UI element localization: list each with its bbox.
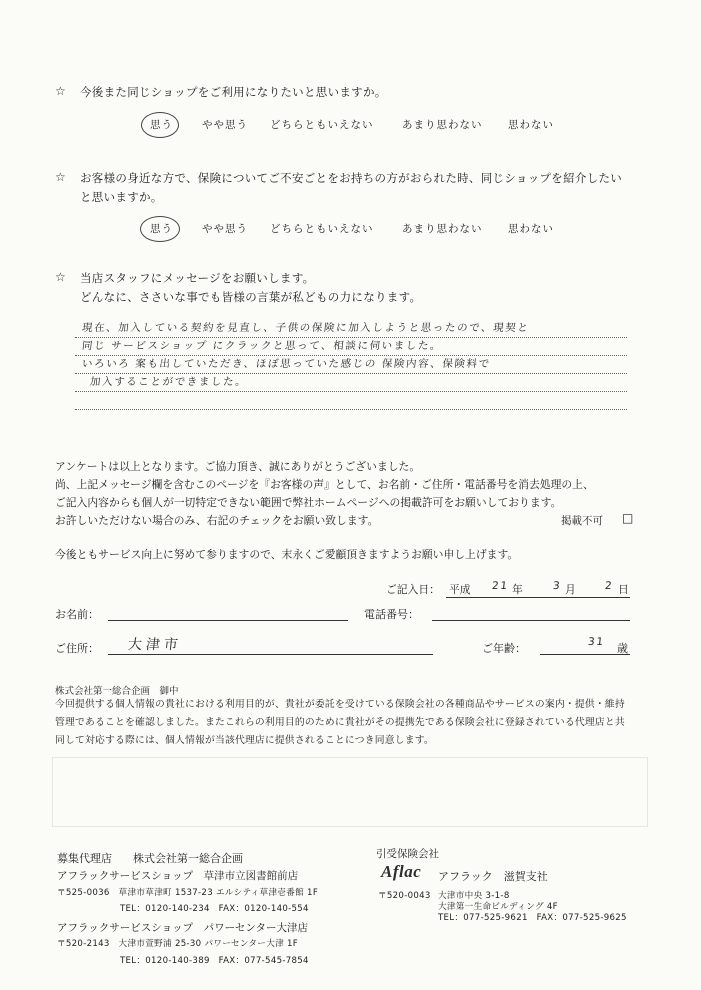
refuse-label: 掲載不可 xyxy=(561,515,603,527)
q2-option-1[interactable]: 思う xyxy=(150,223,173,235)
date-year-unit: 年 xyxy=(512,583,523,596)
age-unit: 歳 xyxy=(617,642,628,655)
phone-label: 電話番号： xyxy=(364,608,419,621)
q2-option-4[interactable]: あまり思わない xyxy=(402,223,483,235)
star-icon: ☆ xyxy=(55,270,66,284)
date-day-unit: 日 xyxy=(618,583,629,596)
q1-option-4[interactable]: あまり思わない xyxy=(402,119,483,131)
insurer-address-2: 大津第一生命ビルディング 4F xyxy=(438,902,558,912)
consent-line-3: 同して対応する際には、個人情報が当該代理店に提供されることにつき同意します。 xyxy=(55,735,434,746)
insurer-address-1: 大津市中央 3-1-8 xyxy=(438,891,510,901)
refuse-checkbox[interactable]: □ xyxy=(622,511,634,525)
shop2-tel: TEL：0120-140-389 FAX：077-545-7854 xyxy=(120,956,309,966)
age-value[interactable]: 31 xyxy=(587,636,606,648)
phone-field[interactable] xyxy=(432,620,630,621)
age-field[interactable] xyxy=(540,654,630,655)
closing-line-2: 尚、上記メッセージ欄を含むこのページを『お客様の声』として、お名前・ご住所・電話番号を消去処理の上、 xyxy=(55,478,594,491)
address-value[interactable]: 大津市 xyxy=(127,637,183,653)
aflac-logo: Aflac xyxy=(381,862,422,881)
q1-option-5[interactable]: 思わない xyxy=(508,119,554,131)
shop2-name: アフラックサービスショップ パワーセンター大津店 xyxy=(57,922,308,934)
agent-label: 募集代理店 xyxy=(57,852,112,865)
consent-line-1: 今回提供する個人情報の貴社における利用目的が、貴社が委託を受けている保険会社の各種商品やサービスの案内・提供・維持 xyxy=(55,699,625,710)
shop1-tel: TEL：0120-140-234 FAX：0120-140-554 xyxy=(120,904,309,914)
age-label: ご年齢： xyxy=(482,642,526,655)
message-handwritten-line: 現在、加入している契約を見直し、子供の保険に加入しようと思ったので、現契と xyxy=(81,322,531,334)
closing-line-1: アンケートは以上となります。ご協力頂き、誠にありがとうございました。 xyxy=(55,460,421,473)
redacted-area xyxy=(52,757,648,827)
question-1: 今後また同じショップをご利用になりたいと思いますか。 xyxy=(80,85,387,99)
question-2-line-1: お客様の身近な方で、保険についてご不安ごとをお持ちの方がおられた時、同じショップを紹介したい xyxy=(80,171,623,185)
star-icon: ☆ xyxy=(55,170,66,184)
closing-line-5: 今後ともサービス向上に努めて参りますので、末永くご愛顧頂きますようお願い申し上げます。 xyxy=(55,548,519,561)
address-field[interactable] xyxy=(108,654,433,655)
date-label: ご記入日： xyxy=(386,583,440,596)
date-month-unit: 月 xyxy=(565,583,576,596)
shop2-address: 〒520-2143 大津市萱野浦 25-30 パワーセンター大津 1F xyxy=(57,939,299,949)
shop1-name: アフラックサービスショップ 草津市立図書館前店 xyxy=(57,870,299,882)
question-3-line-2: どんなに、ささいな事でも皆様の言葉が私どもの力になります。 xyxy=(80,290,422,304)
insurer-zip: 〒520-0043 xyxy=(378,891,431,901)
insurer-tel: TEL：077-525-9621 FAX：077-525-9625 xyxy=(438,913,627,923)
insurer-label: 引受保険会社 xyxy=(376,848,439,860)
question-3-line-1: 当店スタッフにメッセージをお願いします。 xyxy=(80,271,315,285)
date-day[interactable]: 2 xyxy=(604,580,614,592)
star-icon: ☆ xyxy=(55,84,66,98)
closing-line-3: ご記入内容からも個人が一切特定できない範囲で弊社ホームページへの掲載許可をお願いしております。 xyxy=(55,496,562,509)
consent-addressee: 株式会社第一総合企画 御中 xyxy=(55,686,179,697)
question-2-line-2: と思いますか。 xyxy=(80,190,163,204)
message-rule xyxy=(75,391,627,392)
date-year[interactable]: 21 xyxy=(491,580,510,592)
name-label: お名前： xyxy=(55,608,99,621)
q2-option-3[interactable]: どちらともいえない xyxy=(270,223,374,235)
shop1-address: 〒525-0036 草津市草津町 1537-23 エルシティ草津壱番館 1F xyxy=(57,888,319,898)
agent-company: 株式会社第一総合企画 xyxy=(133,852,243,865)
address-label: ご住所： xyxy=(55,642,99,655)
q1-option-1[interactable]: 思う xyxy=(150,119,173,131)
date-underline xyxy=(446,597,630,598)
q1-option-3[interactable]: どちらともいえない xyxy=(270,119,374,131)
q2-option-5[interactable]: 思わない xyxy=(508,223,554,235)
consent-line-2: 管理であることを確認しました。またこれらの利用目的のために貴社がその提携先である保険会社に登録されている代理店と共 xyxy=(55,717,625,728)
closing-line-4: お許しいただけない場合のみ、右記のチェックをお願い致します。 xyxy=(55,514,379,527)
message-rule xyxy=(75,409,627,410)
message-handwritten-line: 同じ サービスショップ にクラックと思って、相談に伺いました。 xyxy=(81,340,443,352)
message-handwritten-line: 加入することができました。 xyxy=(89,376,248,388)
message-handwritten-line: いろいろ 案も出していただき、ほぼ思っていた感じの 保険内容、保険料で xyxy=(81,358,492,370)
insurer-name: アフラック 滋賀支社 xyxy=(438,870,548,883)
q1-option-2[interactable]: やや思う xyxy=(202,119,248,131)
date-month[interactable]: 3 xyxy=(552,580,562,592)
date-era: 平成 xyxy=(449,583,471,596)
q2-option-2[interactable]: やや思う xyxy=(202,223,248,235)
name-field[interactable] xyxy=(108,620,348,621)
